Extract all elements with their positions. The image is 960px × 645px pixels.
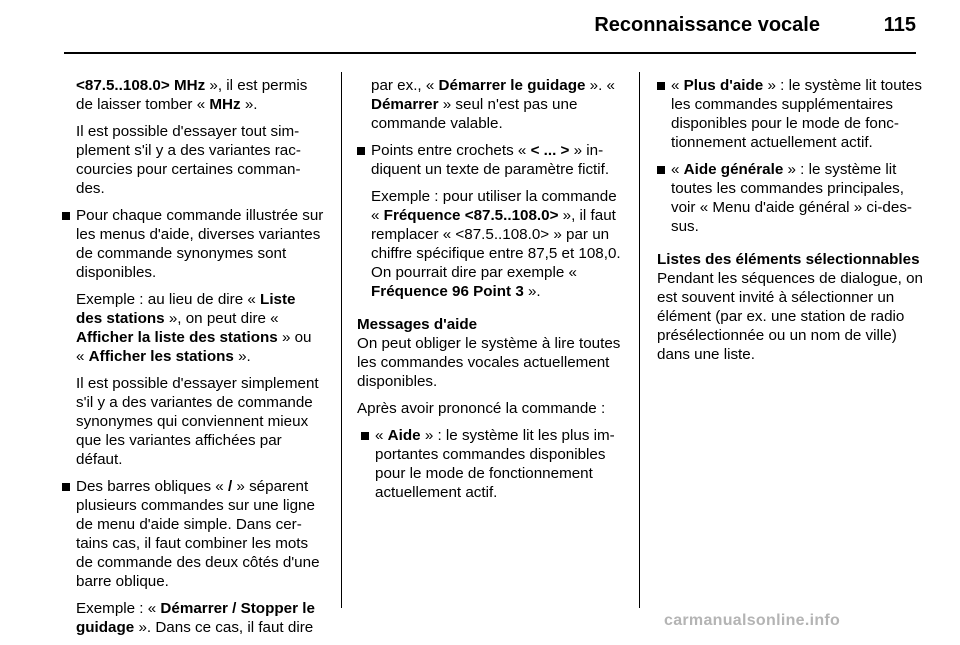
paragraph: On peut obliger le système à lire toutes les commandes vocales actuellement disponibles. — [357, 335, 621, 390]
section-heading: Listes des éléments sélectionnables — [657, 251, 920, 268]
bullet-item: Points entre crochets « < ... > » indiquent un texte de paramètre fictif. Exemple : pour utiliser la commande « Fréquence <87.5..108.0> », il faut remplacer « <87.5..108.0> » par un chiffre spécifique entre 87,5 et 108,0. On pourrait dire par exemple « Fréquence 96 Point 3 ». — [357, 141, 627, 301]
column-divider-1 — [341, 72, 342, 608]
bullet-icon — [657, 82, 665, 90]
bullet-icon — [62, 212, 70, 220]
paragraph: Pendant les séquences de dialogue, on est souvent invité à sélectionner un élément (par ex. une station de radio présélectionnée ou un nom de ville) dans une liste. — [657, 270, 923, 363]
section-heading: Messages d'aide — [357, 316, 478, 333]
column-divider-2 — [639, 72, 640, 608]
bullet-item: Pour chaque commande illustrée sur les menus d'aide, diverses variantes de commande synonymes sont disponibles. Exemple : au lieu de dire « Liste des stations », on peut dire « Afficher la liste des stations » ou « Afficher les stations ». Il est possible d'essayer simplement s'il y a des variantes de commande synonymes qui conviennent mieux que les variantes affichées par défaut. — [62, 206, 324, 469]
example-text: Exemple : au lieu de dire « Liste des stations », on peut dire « Afficher la liste des stations » ou « Afficher les stations ». — [76, 291, 312, 365]
example-text: Exemple : pour utiliser la commande « Fréquence <87.5..108.0> », il faut remplacer « <87.5..108.0> » par un chiffre spécifique entre 87,5 et 108,0. On pourrait dire par exemple « Fréquence 96 Point 3 ». — [371, 188, 621, 300]
bullet-icon — [357, 147, 365, 155]
watermark-text: carmanualsonline.info — [664, 612, 841, 629]
column-3 — [657, 76, 925, 372]
paragraph: Il est possible d'essayer tout simplement s'il y a des variantes raccourcies pour certaines commandes. — [76, 123, 301, 197]
paragraph: par ex., « Démarrer le guidage ». « Démarrer » seul n'est pas une commande valable. — [371, 77, 615, 132]
bullet-item: « Plus d'aide » : le système lit toutes les commandes supplémentaires disponibles pour le mode de fonctionnement actuellement actif. — [657, 76, 925, 152]
column-2 — [357, 76, 627, 510]
header-divider — [64, 52, 916, 54]
column-1 — [62, 76, 324, 645]
paragraph: <87.5..108.0> MHz », il est permis de laisser tomber « MHz ». — [76, 77, 308, 113]
page-header-title: Reconnaissance vocale — [594, 14, 820, 36]
bullet-icon — [657, 166, 665, 174]
bullet-item: « Aide » : le système lit les plus importantes commandes disponibles pour le mode de fonctionnement actuellement actif. — [361, 426, 627, 502]
bullet-item: « Aide générale » : le système lit toutes les commandes principales, voir « Menu d'aide général » ci-dessus. — [657, 160, 925, 236]
paragraph: Après avoir prononcé la commande : — [357, 400, 606, 417]
example-text: Exemple : « Démarrer / Stopper le guidage ». Dans ce cas, il faut dire — [76, 600, 315, 636]
bullet-icon — [62, 483, 70, 491]
bullet-icon — [361, 432, 369, 440]
bullet-item: Des barres obliques « / » séparent plusieurs commandes sur une ligne de menu d'aide simple. Dans certains cas, il faut combiner les mots de commande des deux côtés d'une barre oblique. Exemple : « Démarrer / Stopper le guidage ». Dans ce cas, il faut dire — [62, 477, 324, 637]
page-number: 115 — [883, 14, 916, 36]
